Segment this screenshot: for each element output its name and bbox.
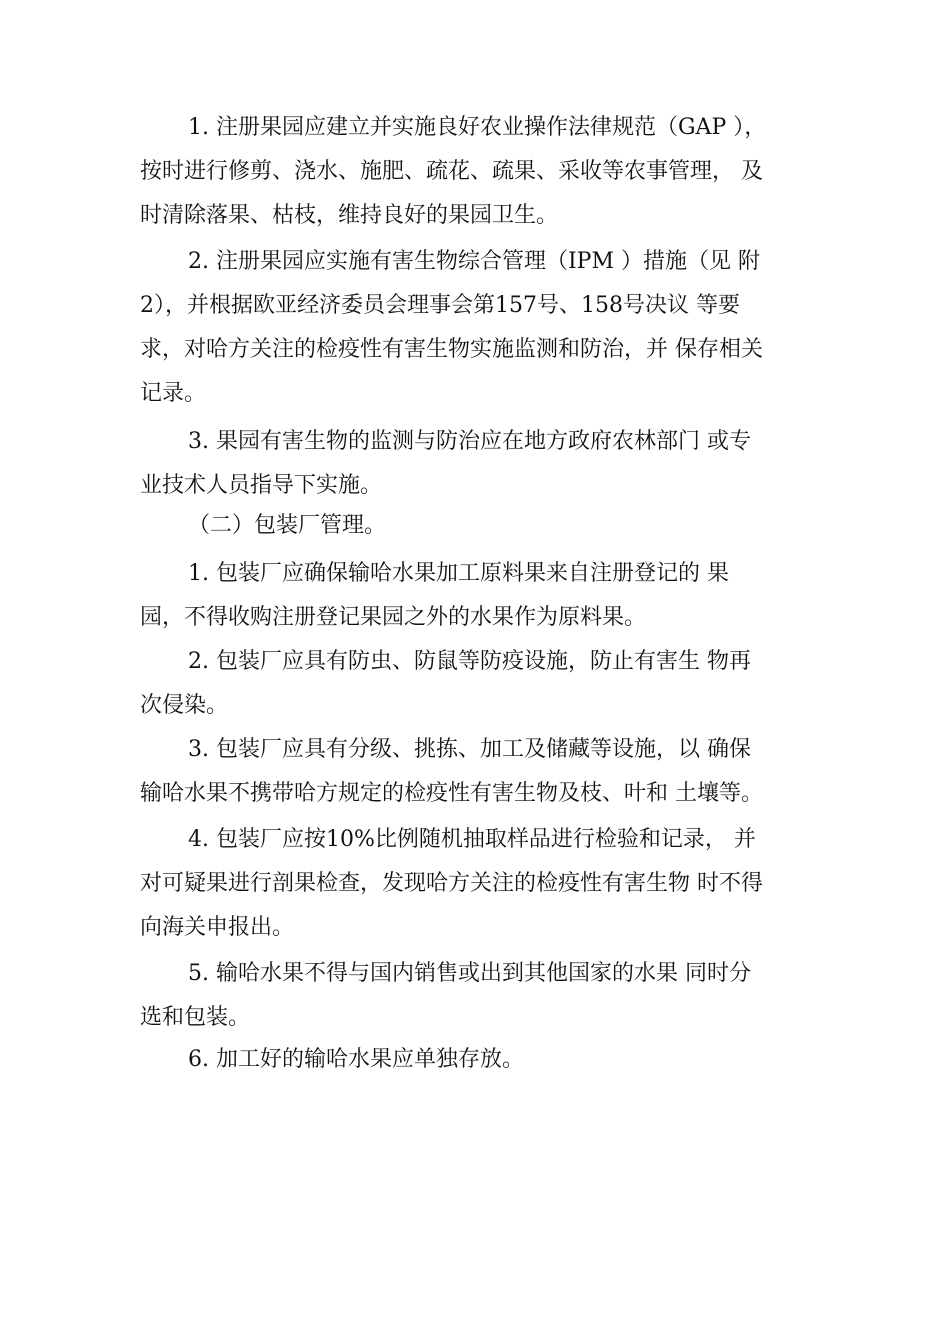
paragraph-raw-fruit-source xyxy=(140,552,820,640)
text-line: 求，对哈方关注的检疫性有害生物实施监测和防治，并 保存相关 xyxy=(140,337,763,362)
text-line: 记录。 xyxy=(140,381,207,406)
text-line: 3. 果园有害生物的监测与防治应在地方政府农林部门 或专 xyxy=(188,429,751,454)
text-line: 输哈水果不携带哈方规定的检疫性有害生物及枝、叶和 土壤等。 xyxy=(140,781,763,806)
paragraph-pest-monitoring xyxy=(140,420,820,508)
section-heading: （二）包装厂管理。 xyxy=(188,513,387,538)
text-line: 3. 包装厂应具有分级、挑拣、加工及储藏等设施，以 确保 xyxy=(188,737,751,762)
section-heading-packing-house xyxy=(140,504,820,548)
text-line: 选和包装。 xyxy=(140,1005,251,1030)
text-line: 向海关申报出。 xyxy=(140,915,295,940)
text-line: 2. 注册果园应实施有害生物综合管理（IPM ）措施（见 附 xyxy=(188,249,760,274)
text-line: 对可疑果进行剖果检查，发现哈方关注的检疫性有害生物 时不得 xyxy=(140,871,763,896)
text-line: 业技术人员指导下实施。 xyxy=(140,473,383,498)
text-line: 按时进行修剪、浇水、施肥、疏花、疏果、采收等农事管理， 及 xyxy=(140,159,763,184)
text-line: 4. 包装厂应按10%比例随机抽取样品进行检验和记录， 并 xyxy=(188,827,756,852)
text-line: 次侵染。 xyxy=(140,693,229,718)
text-line: 6. 加工好的输哈水果应单独存放。 xyxy=(188,1047,524,1072)
text-line: 1. 包装厂应确保输哈水果加工原料果来自注册登记的 果 xyxy=(188,561,729,586)
text-line: 1. 注册果园应建立并实施良好农业操作法律规范（GAP ）， xyxy=(188,115,767,140)
paragraph-grading-facilities xyxy=(140,728,820,816)
paragraph-separate-storage xyxy=(140,1038,820,1082)
text-line: 园，不得收购注册登记果园之外的水果作为原料果。 xyxy=(140,605,647,630)
paragraph-orchard-ipm xyxy=(140,240,820,416)
text-line: 5. 输哈水果不得与国内销售或出到其他国家的水果 同时分 xyxy=(188,961,751,986)
paragraph-orchard-gap xyxy=(140,106,820,238)
paragraph-separate-sorting xyxy=(140,952,820,1040)
paragraph-pest-prevention xyxy=(140,640,820,728)
text-line: 2. 包装厂应具有防虫、防鼠等防疫设施，防止有害生 物再 xyxy=(188,649,751,674)
text-line: 时清除落果、枯枝，维持良好的果园卫生。 xyxy=(140,203,559,228)
paragraph-sampling-inspection xyxy=(140,818,820,950)
text-line: 2），并根据欧亚经济委员会理事会第157号、158号决议 等要 xyxy=(140,293,740,318)
